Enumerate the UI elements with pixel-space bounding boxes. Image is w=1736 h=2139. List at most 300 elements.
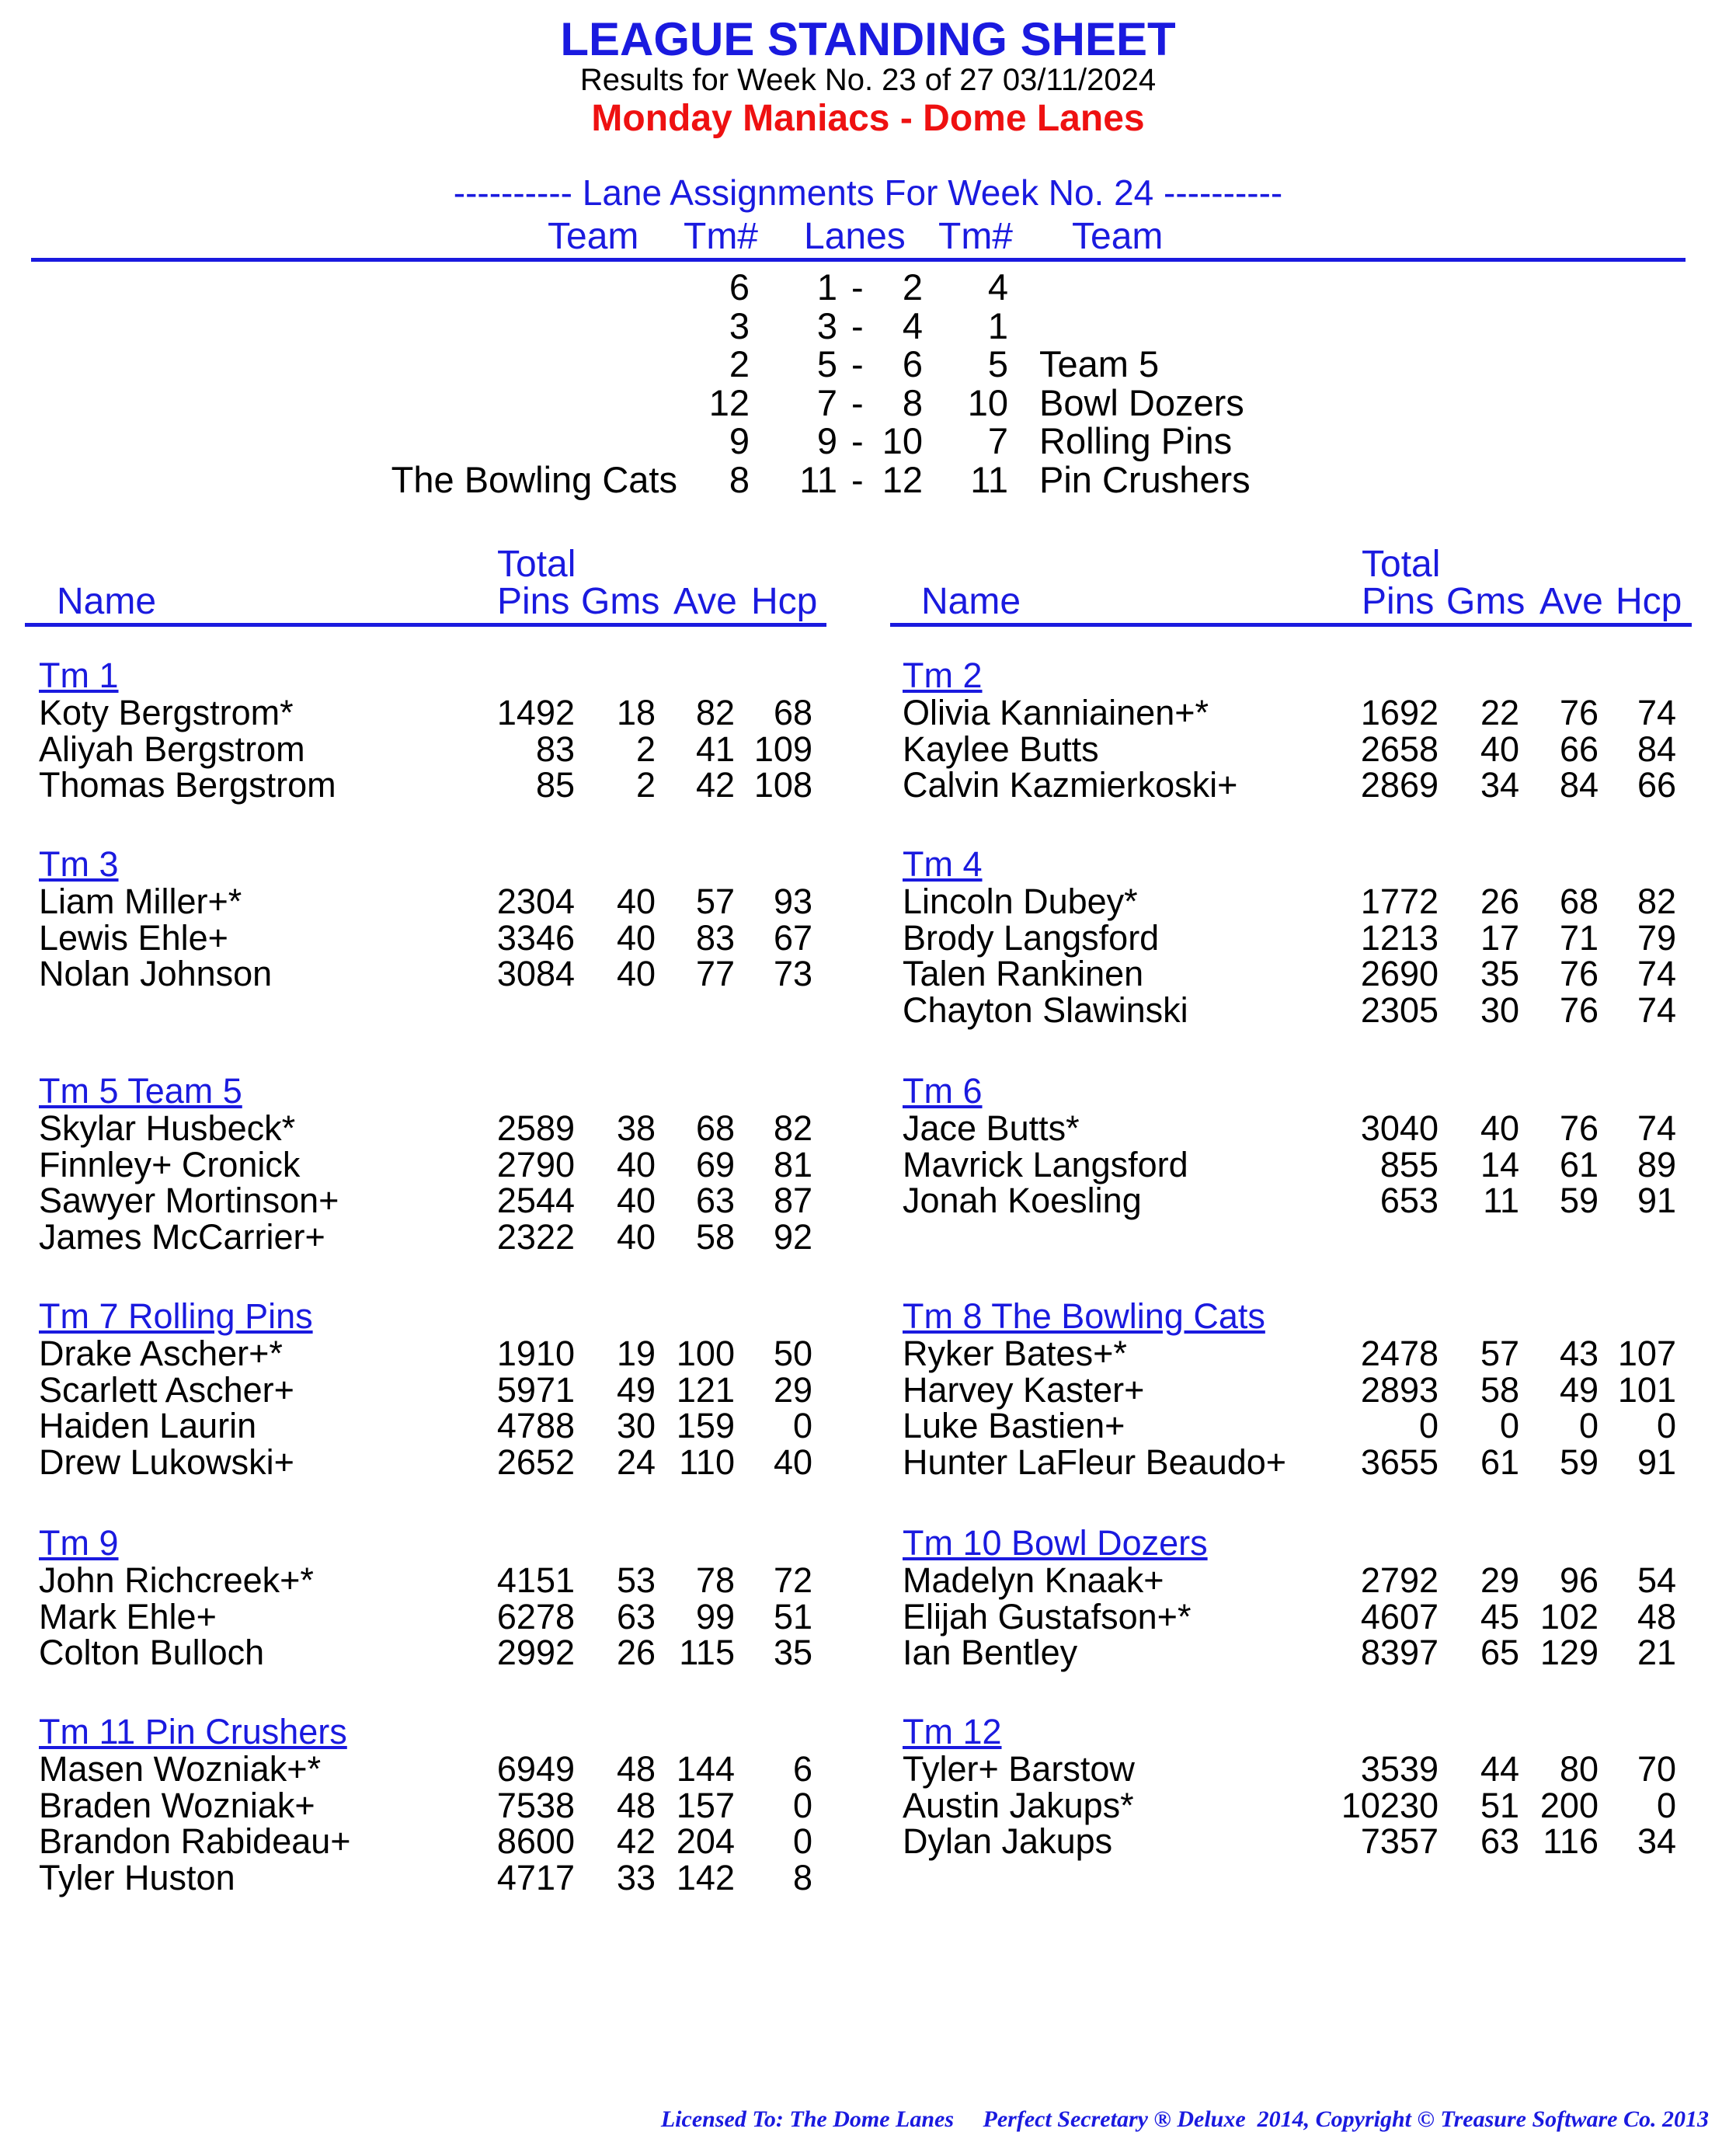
player-ave: 41	[695, 729, 735, 769]
lane-end: 6	[902, 343, 923, 384]
player-name: Thomas Bergstrom	[39, 765, 336, 805]
player-row	[39, 695, 816, 731]
player-name: Drake Ascher+*	[39, 1334, 283, 1373]
player-hcp: 40	[773, 1442, 812, 1482]
player-gms: 40	[1480, 729, 1519, 769]
player-row	[39, 956, 816, 992]
player-ave: 42	[695, 765, 735, 805]
player-hcp: 72	[773, 1560, 812, 1600]
player-pins: 2792	[1360, 1560, 1439, 1600]
player-ave: 69	[695, 1144, 735, 1184]
player-ave: 102	[1539, 1596, 1599, 1636]
player-hcp: 51	[773, 1596, 812, 1636]
lane-row	[0, 381, 1736, 423]
player-row	[39, 1442, 816, 1482]
player-hcp: 74	[1637, 693, 1676, 732]
player-gms: 26	[1480, 882, 1519, 921]
lane-tm-right: 4	[987, 266, 1008, 308]
player-gms: 45	[1480, 1596, 1519, 1636]
player-hcp: 79	[1637, 917, 1676, 958]
lane-team-right: Pin Crushers	[1039, 458, 1251, 500]
left-col-hcp: Hcp	[751, 581, 818, 622]
right-col-gms: Gms	[1446, 581, 1526, 622]
player-ave: 66	[1559, 729, 1599, 769]
player-ave: 76	[1559, 1108, 1599, 1148]
player-ave: 142	[676, 1857, 735, 1897]
right-header-rule	[890, 623, 1692, 627]
player-ave: 100	[676, 1334, 735, 1373]
player-ave: 57	[695, 882, 735, 921]
player-name: Elijah Gustafson+*	[903, 1596, 1192, 1636]
player-hcp: 50	[773, 1334, 812, 1373]
player-ave: 59	[1559, 1442, 1599, 1482]
player-gms: 40	[616, 1181, 656, 1220]
player-gms: 40	[616, 882, 656, 921]
player-hcp: 87	[773, 1181, 812, 1220]
player-name: Ryker Bates+*	[903, 1334, 1127, 1373]
team-header-link[interactable]: Tm 1	[39, 656, 119, 695]
player-name: Dylan Jakups	[903, 1821, 1113, 1861]
player-row	[903, 1635, 1679, 1671]
player-pins: 0	[1418, 1406, 1439, 1445]
player-pins: 1492	[496, 693, 575, 732]
player-pins: 2478	[1360, 1334, 1439, 1373]
player-hcp: 29	[773, 1369, 812, 1410]
player-pins: 8600	[496, 1821, 575, 1861]
player-name: Scarlett Ascher+	[39, 1369, 294, 1410]
player-hcp: 108	[753, 765, 812, 805]
player-row	[903, 1408, 1679, 1444]
player-pins: 1692	[1360, 693, 1439, 732]
player-ave: 76	[1559, 954, 1599, 993]
player-gms: 35	[1480, 954, 1519, 993]
player-ave: 78	[695, 1560, 735, 1600]
player-row	[903, 1183, 1679, 1219]
player-name: Madelyn Knaak+	[903, 1560, 1164, 1600]
left-col-name: Name	[57, 581, 157, 622]
player-pins: 3346	[496, 917, 575, 958]
player-gms: 40	[616, 917, 656, 958]
player-name: Chayton Slawinski	[903, 990, 1188, 1030]
player-hcp: 68	[773, 693, 812, 732]
player-row	[39, 1857, 816, 1897]
player-row	[39, 1216, 816, 1257]
lane-end: 2	[902, 266, 923, 308]
player-row	[39, 1751, 816, 1787]
player-ave: 82	[695, 693, 735, 732]
left-col-ave: Ave	[673, 581, 737, 622]
player-pins: 1772	[1360, 882, 1439, 921]
player-hcp: 0	[792, 1785, 812, 1825]
player-row	[903, 1336, 1679, 1372]
player-row	[39, 1369, 816, 1410]
player-gms: 30	[1480, 990, 1519, 1030]
player-row	[903, 1596, 1679, 1636]
player-pins: 653	[1379, 1181, 1439, 1220]
player-ave: 80	[1559, 1749, 1599, 1789]
team-header-link[interactable]: Tm 6	[903, 1071, 983, 1111]
player-hcp: 0	[792, 1821, 812, 1861]
lane-team-left: The Bowling Cats	[391, 458, 677, 500]
player-hcp: 74	[1637, 990, 1676, 1030]
lane-assignments-title: ---------- Lane Assignments For Week No. 24 ----------	[453, 172, 1283, 213]
player-row	[39, 1785, 816, 1825]
lane-col-tm2: Tm#	[938, 216, 1013, 257]
team-header-link[interactable]: Tm 2	[903, 656, 983, 695]
player-row	[903, 1108, 1679, 1148]
player-name: Koty Bergstrom*	[39, 693, 294, 732]
player-ave: 63	[695, 1181, 735, 1220]
player-row	[39, 1560, 816, 1600]
lane-header-rule	[31, 258, 1686, 262]
lane-start: 5	[816, 343, 837, 384]
player-pins: 85	[535, 765, 575, 805]
player-row	[39, 1408, 816, 1444]
left-col-total: Total	[497, 544, 576, 585]
team-header-link[interactable]: Tm 4	[903, 844, 983, 884]
player-pins: 2869	[1360, 765, 1439, 805]
player-hcp: 91	[1637, 1442, 1676, 1482]
player-ave: 96	[1559, 1560, 1599, 1600]
player-name: Masen Wozniak+*	[39, 1749, 322, 1789]
player-ave: 68	[695, 1108, 735, 1148]
player-gms: 40	[1480, 1108, 1519, 1148]
player-name: Nolan Johnson	[39, 954, 273, 993]
player-hcp: 21	[1637, 1633, 1676, 1672]
player-pins: 1910	[496, 1334, 575, 1373]
lane-separator: -	[851, 420, 864, 461]
player-row	[903, 1751, 1679, 1787]
player-gms: 40	[616, 1216, 656, 1257]
player-hcp: 0	[792, 1406, 812, 1445]
player-pins: 10230	[1341, 1785, 1439, 1825]
player-ave: 144	[676, 1749, 735, 1789]
lane-team-right: Rolling Pins	[1039, 420, 1233, 461]
lane-col-tm: Tm#	[684, 216, 758, 257]
player-pins: 3655	[1360, 1442, 1439, 1482]
player-hcp: 66	[1637, 765, 1676, 805]
player-hcp: 6	[792, 1749, 812, 1789]
player-row	[903, 917, 1679, 958]
right-col-ave: Ave	[1539, 581, 1603, 622]
player-ave: 129	[1539, 1633, 1599, 1672]
player-name: Lewis Ehle+	[39, 917, 228, 958]
player-gms: 11	[1483, 1181, 1519, 1220]
player-row	[903, 1560, 1679, 1600]
player-name: Ian Bentley	[903, 1633, 1078, 1672]
player-pins: 3084	[496, 954, 575, 993]
player-name: Braden Wozniak+	[39, 1785, 315, 1825]
player-row	[903, 884, 1679, 920]
player-pins: 2690	[1360, 954, 1439, 993]
player-gms: 40	[616, 1144, 656, 1184]
player-hcp: 91	[1637, 1181, 1676, 1220]
player-pins: 2790	[496, 1144, 575, 1184]
lane-end: 8	[902, 381, 923, 423]
player-ave: 110	[679, 1442, 735, 1482]
player-ave: 76	[1559, 990, 1599, 1030]
lane-end: 12	[882, 458, 923, 500]
player-name: Austin Jakups*	[903, 1785, 1134, 1825]
player-name: Haiden Laurin	[39, 1406, 257, 1445]
player-name: Talen Rankinen	[903, 954, 1144, 993]
player-name: Luke Bastien+	[903, 1406, 1125, 1445]
right-col-hcp: Hcp	[1616, 581, 1682, 622]
player-row	[39, 1183, 816, 1219]
player-row	[903, 1821, 1679, 1861]
player-gms: 14	[1480, 1144, 1519, 1184]
player-name: Liam Miller+*	[39, 882, 242, 921]
player-pins: 2658	[1360, 729, 1439, 769]
player-gms: 2	[635, 765, 656, 805]
player-name: James McCarrier+	[39, 1216, 325, 1257]
lane-tm-left: 3	[729, 304, 750, 346]
player-name: Mavrick Langsford	[903, 1144, 1188, 1184]
player-name: Drew Lukowski+	[39, 1442, 294, 1482]
lane-start: 11	[799, 458, 837, 500]
lane-tm-left: 6	[729, 266, 750, 308]
lane-tm-right: 11	[970, 458, 1008, 500]
player-row	[903, 990, 1679, 1030]
player-ave: 116	[1543, 1821, 1599, 1861]
player-hcp: 8	[792, 1857, 812, 1897]
player-ave: 76	[1559, 693, 1599, 732]
player-name: Calvin Kazmierkoski+	[903, 765, 1238, 805]
player-row	[39, 1635, 816, 1671]
player-gms: 58	[1480, 1369, 1519, 1410]
lane-separator: -	[851, 381, 864, 423]
player-gms: 38	[616, 1108, 656, 1148]
lane-tm-left: 9	[729, 420, 750, 461]
player-name: Colton Bulloch	[39, 1633, 265, 1672]
player-hcp: 35	[773, 1633, 812, 1672]
player-pins: 83	[535, 729, 575, 769]
player-gms: 0	[1499, 1406, 1519, 1445]
lane-start: 3	[816, 304, 837, 346]
player-gms: 40	[616, 954, 656, 993]
player-ave: 204	[676, 1821, 735, 1861]
player-ave: 157	[676, 1785, 735, 1825]
player-hcp: 93	[773, 882, 812, 921]
player-pins: 6278	[496, 1596, 575, 1636]
lane-separator: -	[851, 266, 864, 308]
player-pins: 5971	[496, 1369, 575, 1410]
player-name: Mark Ehle+	[39, 1596, 217, 1636]
player-name: Jace Butts*	[903, 1108, 1080, 1148]
player-gms: 65	[1480, 1633, 1519, 1672]
player-gms: 48	[616, 1785, 656, 1825]
player-pins: 2544	[496, 1181, 575, 1220]
lane-tm-left: 8	[729, 458, 750, 500]
lane-row	[0, 345, 1736, 384]
player-name: John Richcreek+*	[39, 1560, 314, 1600]
lane-tm-right: 1	[987, 304, 1008, 346]
player-row	[39, 767, 816, 803]
player-row	[903, 767, 1679, 803]
player-name: Aliyah Bergstrom	[39, 729, 305, 769]
player-hcp: 82	[1637, 882, 1676, 921]
player-gms: 26	[616, 1633, 656, 1672]
player-ave: 59	[1559, 1181, 1599, 1220]
player-name: Kaylee Butts	[903, 729, 1099, 769]
player-row	[903, 1785, 1679, 1825]
player-hcp: 70	[1637, 1749, 1676, 1789]
player-hcp: 0	[1656, 1785, 1676, 1825]
player-gms: 33	[616, 1857, 656, 1897]
league-name: Monday Maniacs - Dome Lanes	[591, 98, 1145, 139]
license-footer: Licensed To: The Dome Lanes Perfect Secretary ® Deluxe 2014, Copyright © Treasure Software Co. 2013	[660, 2106, 1709, 2132]
lane-start: 9	[816, 420, 837, 461]
lane-row	[0, 422, 1736, 461]
player-pins: 2893	[1360, 1369, 1439, 1410]
player-pins: 6949	[496, 1749, 575, 1789]
player-hcp: 74	[1637, 1108, 1676, 1148]
lane-tm-right: 5	[987, 343, 1008, 384]
player-row	[39, 1596, 816, 1636]
lane-end: 4	[902, 304, 923, 346]
lane-separator: -	[851, 304, 864, 346]
player-row	[903, 956, 1679, 992]
player-ave: 61	[1559, 1144, 1599, 1184]
lane-start: 1	[816, 266, 837, 308]
lane-start: 7	[816, 381, 837, 423]
player-ave: 43	[1559, 1334, 1599, 1373]
player-gms: 51	[1480, 1785, 1519, 1825]
right-col-total: Total	[1362, 544, 1441, 585]
lane-row	[0, 304, 1736, 346]
player-name: Finnley+ Cronick	[39, 1144, 301, 1184]
player-gms: 61	[1480, 1442, 1519, 1482]
player-pins: 2304	[496, 882, 575, 921]
player-ave: 71	[1559, 917, 1599, 958]
player-ave: 159	[676, 1406, 735, 1445]
player-pins: 855	[1379, 1144, 1439, 1184]
player-gms: 30	[616, 1406, 656, 1445]
player-pins: 2652	[496, 1442, 575, 1482]
player-gms: 34	[1480, 765, 1519, 805]
team-header-link[interactable]: Tm 3	[39, 844, 119, 884]
player-hcp: 82	[773, 1108, 812, 1148]
player-row	[39, 1821, 816, 1861]
player-row	[903, 1369, 1679, 1410]
lane-col-team: Team	[548, 216, 639, 257]
player-name: Harvey Kaster+	[903, 1369, 1145, 1410]
player-name: Tyler+ Barstow	[903, 1749, 1135, 1789]
player-row	[39, 917, 816, 958]
player-ave: 58	[695, 1216, 735, 1257]
player-gms: 19	[616, 1334, 656, 1373]
player-gms: 29	[1480, 1560, 1519, 1600]
player-pins: 4151	[496, 1560, 575, 1600]
left-header-rule	[25, 623, 826, 627]
player-ave: 83	[695, 917, 735, 958]
player-row	[903, 1144, 1679, 1184]
left-col-pins: Pins	[497, 581, 570, 622]
player-hcp: 109	[753, 729, 812, 769]
team-header-link[interactable]: Tm 9	[39, 1523, 119, 1563]
lane-col-team2: Team	[1072, 216, 1164, 257]
player-gms: 24	[616, 1442, 656, 1482]
player-hcp: 84	[1637, 729, 1676, 769]
player-name: Brandon Rabideau+	[39, 1821, 351, 1861]
player-ave: 77	[695, 954, 735, 993]
player-hcp: 107	[1617, 1334, 1676, 1373]
player-hcp: 101	[1617, 1369, 1676, 1410]
player-gms: 18	[616, 693, 656, 732]
player-ave: 49	[1559, 1369, 1599, 1410]
player-name: Brody Langsford	[903, 917, 1160, 958]
player-ave: 121	[676, 1369, 735, 1410]
team-header-link[interactable]: Tm 7 Rolling Pins	[39, 1296, 313, 1336]
player-ave: 99	[695, 1596, 735, 1636]
player-gms: 17	[1480, 917, 1519, 958]
lane-separator: -	[851, 343, 864, 384]
lane-tm-right: 10	[967, 381, 1008, 423]
lane-separator: -	[851, 458, 864, 500]
player-gms: 22	[1480, 693, 1519, 732]
player-ave: 0	[1578, 1406, 1599, 1445]
player-row	[39, 1108, 816, 1148]
player-name: Jonah Koesling	[903, 1181, 1142, 1220]
lane-tm-left: 12	[708, 381, 750, 423]
player-pins: 4717	[496, 1857, 575, 1897]
player-row	[39, 1144, 816, 1184]
lane-tm-left: 2	[729, 343, 750, 384]
lane-end: 10	[882, 420, 923, 461]
player-pins: 3539	[1360, 1749, 1439, 1789]
player-gms: 2	[635, 729, 656, 769]
player-pins: 4788	[496, 1406, 575, 1445]
lane-row	[0, 268, 1736, 307]
player-name: Sawyer Mortinson+	[39, 1181, 339, 1220]
player-gms: 63	[616, 1596, 656, 1636]
player-pins: 4607	[1360, 1596, 1439, 1636]
lane-col-lanes: Lanes	[804, 216, 906, 257]
player-hcp: 34	[1637, 1821, 1676, 1861]
team-header-link[interactable]: Tm 12	[903, 1712, 1002, 1751]
player-hcp: 67	[773, 917, 812, 958]
left-col-gms: Gms	[581, 581, 660, 622]
player-row	[39, 729, 816, 769]
player-ave: 84	[1559, 765, 1599, 805]
player-pins: 7357	[1360, 1821, 1439, 1861]
player-pins: 2992	[496, 1633, 575, 1672]
right-col-name: Name	[921, 581, 1021, 622]
team-header-link[interactable]: Tm 10 Bowl Dozers	[903, 1523, 1208, 1563]
player-hcp: 92	[773, 1216, 812, 1257]
team-header-link[interactable]: Tm 8 The Bowling Cats	[903, 1296, 1265, 1336]
team-header-link[interactable]: Tm 5 Team 5	[39, 1071, 242, 1111]
results-subtitle: Results for Week No. 23 of 27 03/11/2024	[579, 63, 1157, 97]
player-ave: 115	[679, 1633, 735, 1672]
player-hcp: 73	[773, 954, 812, 993]
player-hcp: 0	[1656, 1406, 1676, 1445]
page-title: LEAGUE STANDING SHEET	[560, 13, 1176, 65]
lane-team-right: Team 5	[1039, 343, 1160, 384]
player-gms: 44	[1480, 1749, 1519, 1789]
team-header-link[interactable]: Tm 11 Pin Crushers	[39, 1712, 347, 1751]
player-gms: 63	[1480, 1821, 1519, 1861]
player-gms: 49	[616, 1369, 656, 1410]
player-pins: 2322	[496, 1216, 575, 1257]
player-row	[903, 695, 1679, 731]
player-name: Lincoln Dubey*	[903, 882, 1138, 921]
player-name: Skylar Husbeck*	[39, 1108, 296, 1148]
player-pins: 1213	[1360, 917, 1439, 958]
player-row	[39, 884, 816, 920]
player-name: Hunter LaFleur Beaudo+	[903, 1442, 1287, 1482]
player-ave: 68	[1559, 882, 1599, 921]
